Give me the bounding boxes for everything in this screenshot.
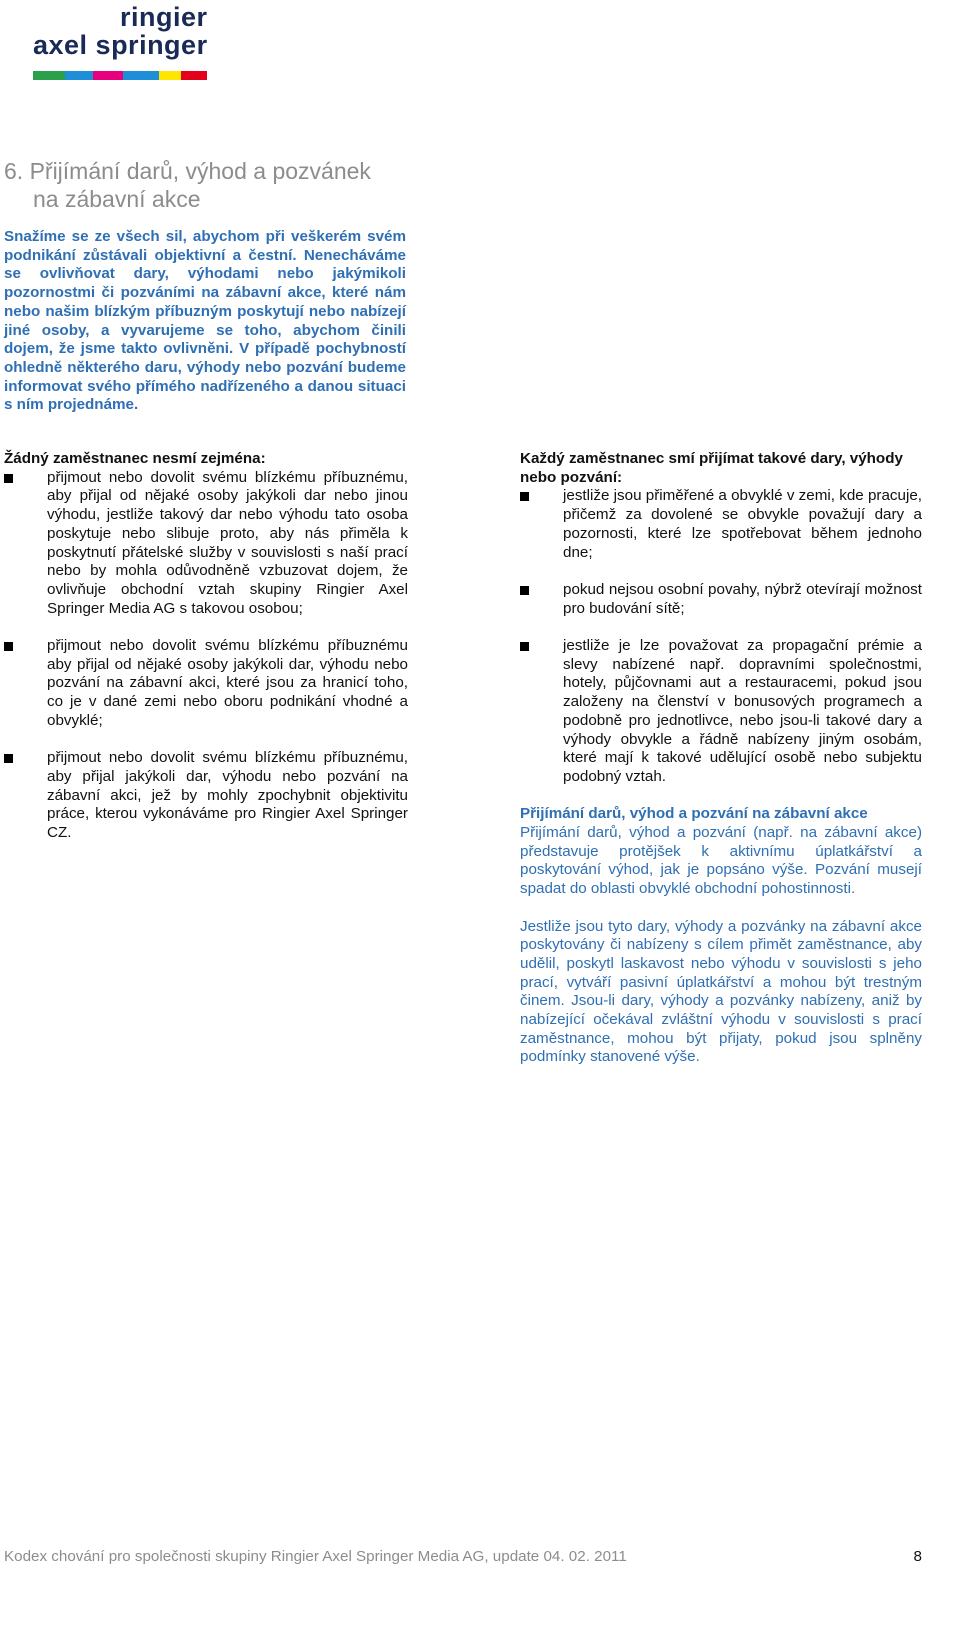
gifts-paragraph-1: Přijímání darů, výhod a pozvání (např. na zábavní akce) představuje protějšek k aktivnímu úplatkářství a poskytování výhod, jak je popsáno výše. Pozvání musejí spadat do oblasti obvyklé obchodní pohostinnosti.: [520, 824, 922, 898]
list-item: [4, 637, 408, 731]
footer-text: Kodex chování pro společnosti skupiny Ringier Axel Springer Media AG, update 04. 02. 2011: [4, 1548, 627, 1565]
left-bullet-list: [4, 469, 408, 843]
list-item-text: přijmout nebo dovolit svému blízkému příbuznému, aby přijal jakýkoli dar, výhodu nebo pozvání na zábavní akci, jež by mohly zpochybnit objektivitu práce, kterou vykonáváme pro Ringier Axel Springer CZ.: [47, 749, 408, 842]
section-title-line1: 6. Přijímání darů, výhod a pozvánek: [4, 158, 371, 184]
list-item: [4, 469, 408, 619]
square-bullet-icon: [4, 474, 13, 483]
page-footer: [4, 1548, 922, 1565]
left-heading: Žádný zaměstnanec nesmí zejména:: [4, 450, 266, 467]
list-item-text: jestliže jsou přiměřené a obvyklé v zemi, kde pracuje, přičemž za dovolené se obvykle považují dary a pozornosti, které lze spotřebovat během jednoho dne;: [563, 487, 922, 561]
square-bullet-icon: [4, 642, 13, 651]
list-item: [4, 749, 408, 843]
list-item: [520, 581, 922, 618]
list-item-text: pokud nejsou osobní povahy, nýbrž otevírají možnost pro budování sítě;: [563, 580, 922, 617]
gifts-heading: Přijímání darů, výhod a pozvání na zábavní akce: [520, 805, 868, 823]
section-title-line2: na zábavní akce: [33, 186, 201, 212]
left-column: [4, 450, 408, 843]
logo-bar-segment: [181, 71, 207, 80]
logo-bar-segment: [33, 71, 65, 80]
square-bullet-icon: [520, 642, 529, 651]
page-number: 8: [913, 1548, 922, 1565]
right-column: [520, 450, 922, 1067]
intro-paragraph: Snažíme se ze všech sil, abychom při veškerém svém podnikání zůstávali objektivní a čestní. Nenecháváme se ovlivňovat dary, výhodami nebo jakýmikoli pozornostmi či pozváními na zábavní akce, které nám nebo našim blízkým příbuzným poskytují nebo nabízejí jiné osoby, a vyvarujeme se toho, abychom činili dojem, že jsme takto ovlivněni. V případě pochybností ohledně některého daru, výhody nebo pozvání budeme informovat svého přímého nadřízeného a danou situaci s ním projednáme.: [4, 228, 406, 414]
gifts-section: [520, 805, 922, 1067]
list-item-text: jestliže je lze považovat za propagační prémie a slevy nabízené např. dopravními společnostmi, hotely, půjčovnami aut a restauracemi, pokud jsou založeny na členství v bonusových programech a podobně pro jednotlivce, nebo jsou-li takové dary a výhody obvykle a řádně nabízeny jiným osobám, které mají k takové udělující osobě nebo subjektu podobný vztah.: [563, 637, 922, 785]
right-heading: Každý zaměstnanec smí přijímat takové dary, výhody nebo pozvání:: [520, 450, 903, 486]
list-item: [520, 487, 922, 562]
square-bullet-icon: [4, 754, 13, 763]
logo-bar-segment: [159, 71, 181, 80]
section-title: [4, 157, 424, 213]
logo-text-ringier: ringier: [120, 2, 208, 32]
logo-text-axel-springer: axel springer: [33, 30, 208, 60]
list-item: [520, 637, 922, 787]
square-bullet-icon: [520, 586, 529, 595]
logo-color-bar: [33, 71, 207, 80]
gifts-paragraph-2: Jestliže jsou tyto dary, výhody a pozvánky na zábavní akce poskytovány či nabízeny s cílem přimět zaměstnance, aby udělil, poskytl laskavost nebo výhodu v souvislosti s jeho prací, vytváří pasivní úplatkářství a mohou být trestným činem. Jsou-li dary, výhody a pozvánky nabízeny, aniž by nabízející očekával zvláštní výhodu v souvislosti s prací zaměstnance, mohou být přijaty, pokud jsou splněny podmínky stanovené výše.: [520, 917, 922, 1066]
right-bullet-list: [520, 487, 922, 786]
logo-bar-segment: [123, 71, 159, 80]
list-item-text: přijmout nebo dovolit svému blízkému příbuznému, aby přijal od nějaké osoby jakýkoli dar nebo jinou výhodu, jestliže takový dar nebo výhodu tato osoba poskytuje nebo slibuje proto, aby nás přiměla k poskytnutí přátelské služby v souvislosti s naší prací nebo by mohla odůvodněně vzbuzovat dojem, že ovlivňuje obchodní vztah skupiny Ringier Axel Springer Media AG s takovou osobou;: [47, 468, 408, 617]
logo-bar-segment: [93, 71, 123, 80]
logo-bar-segment: [65, 71, 93, 80]
list-item-text: přijmout nebo dovolit svému blízkému příbuznému aby přijal od nějaké osoby jakýkoli dar, výhodu nebo pozvání na zábavní akci, které jsou za hranicí toho, co je v dané zemi nebo oboru podnikání vhodné a obvyklé;: [47, 637, 408, 729]
square-bullet-icon: [520, 492, 529, 501]
